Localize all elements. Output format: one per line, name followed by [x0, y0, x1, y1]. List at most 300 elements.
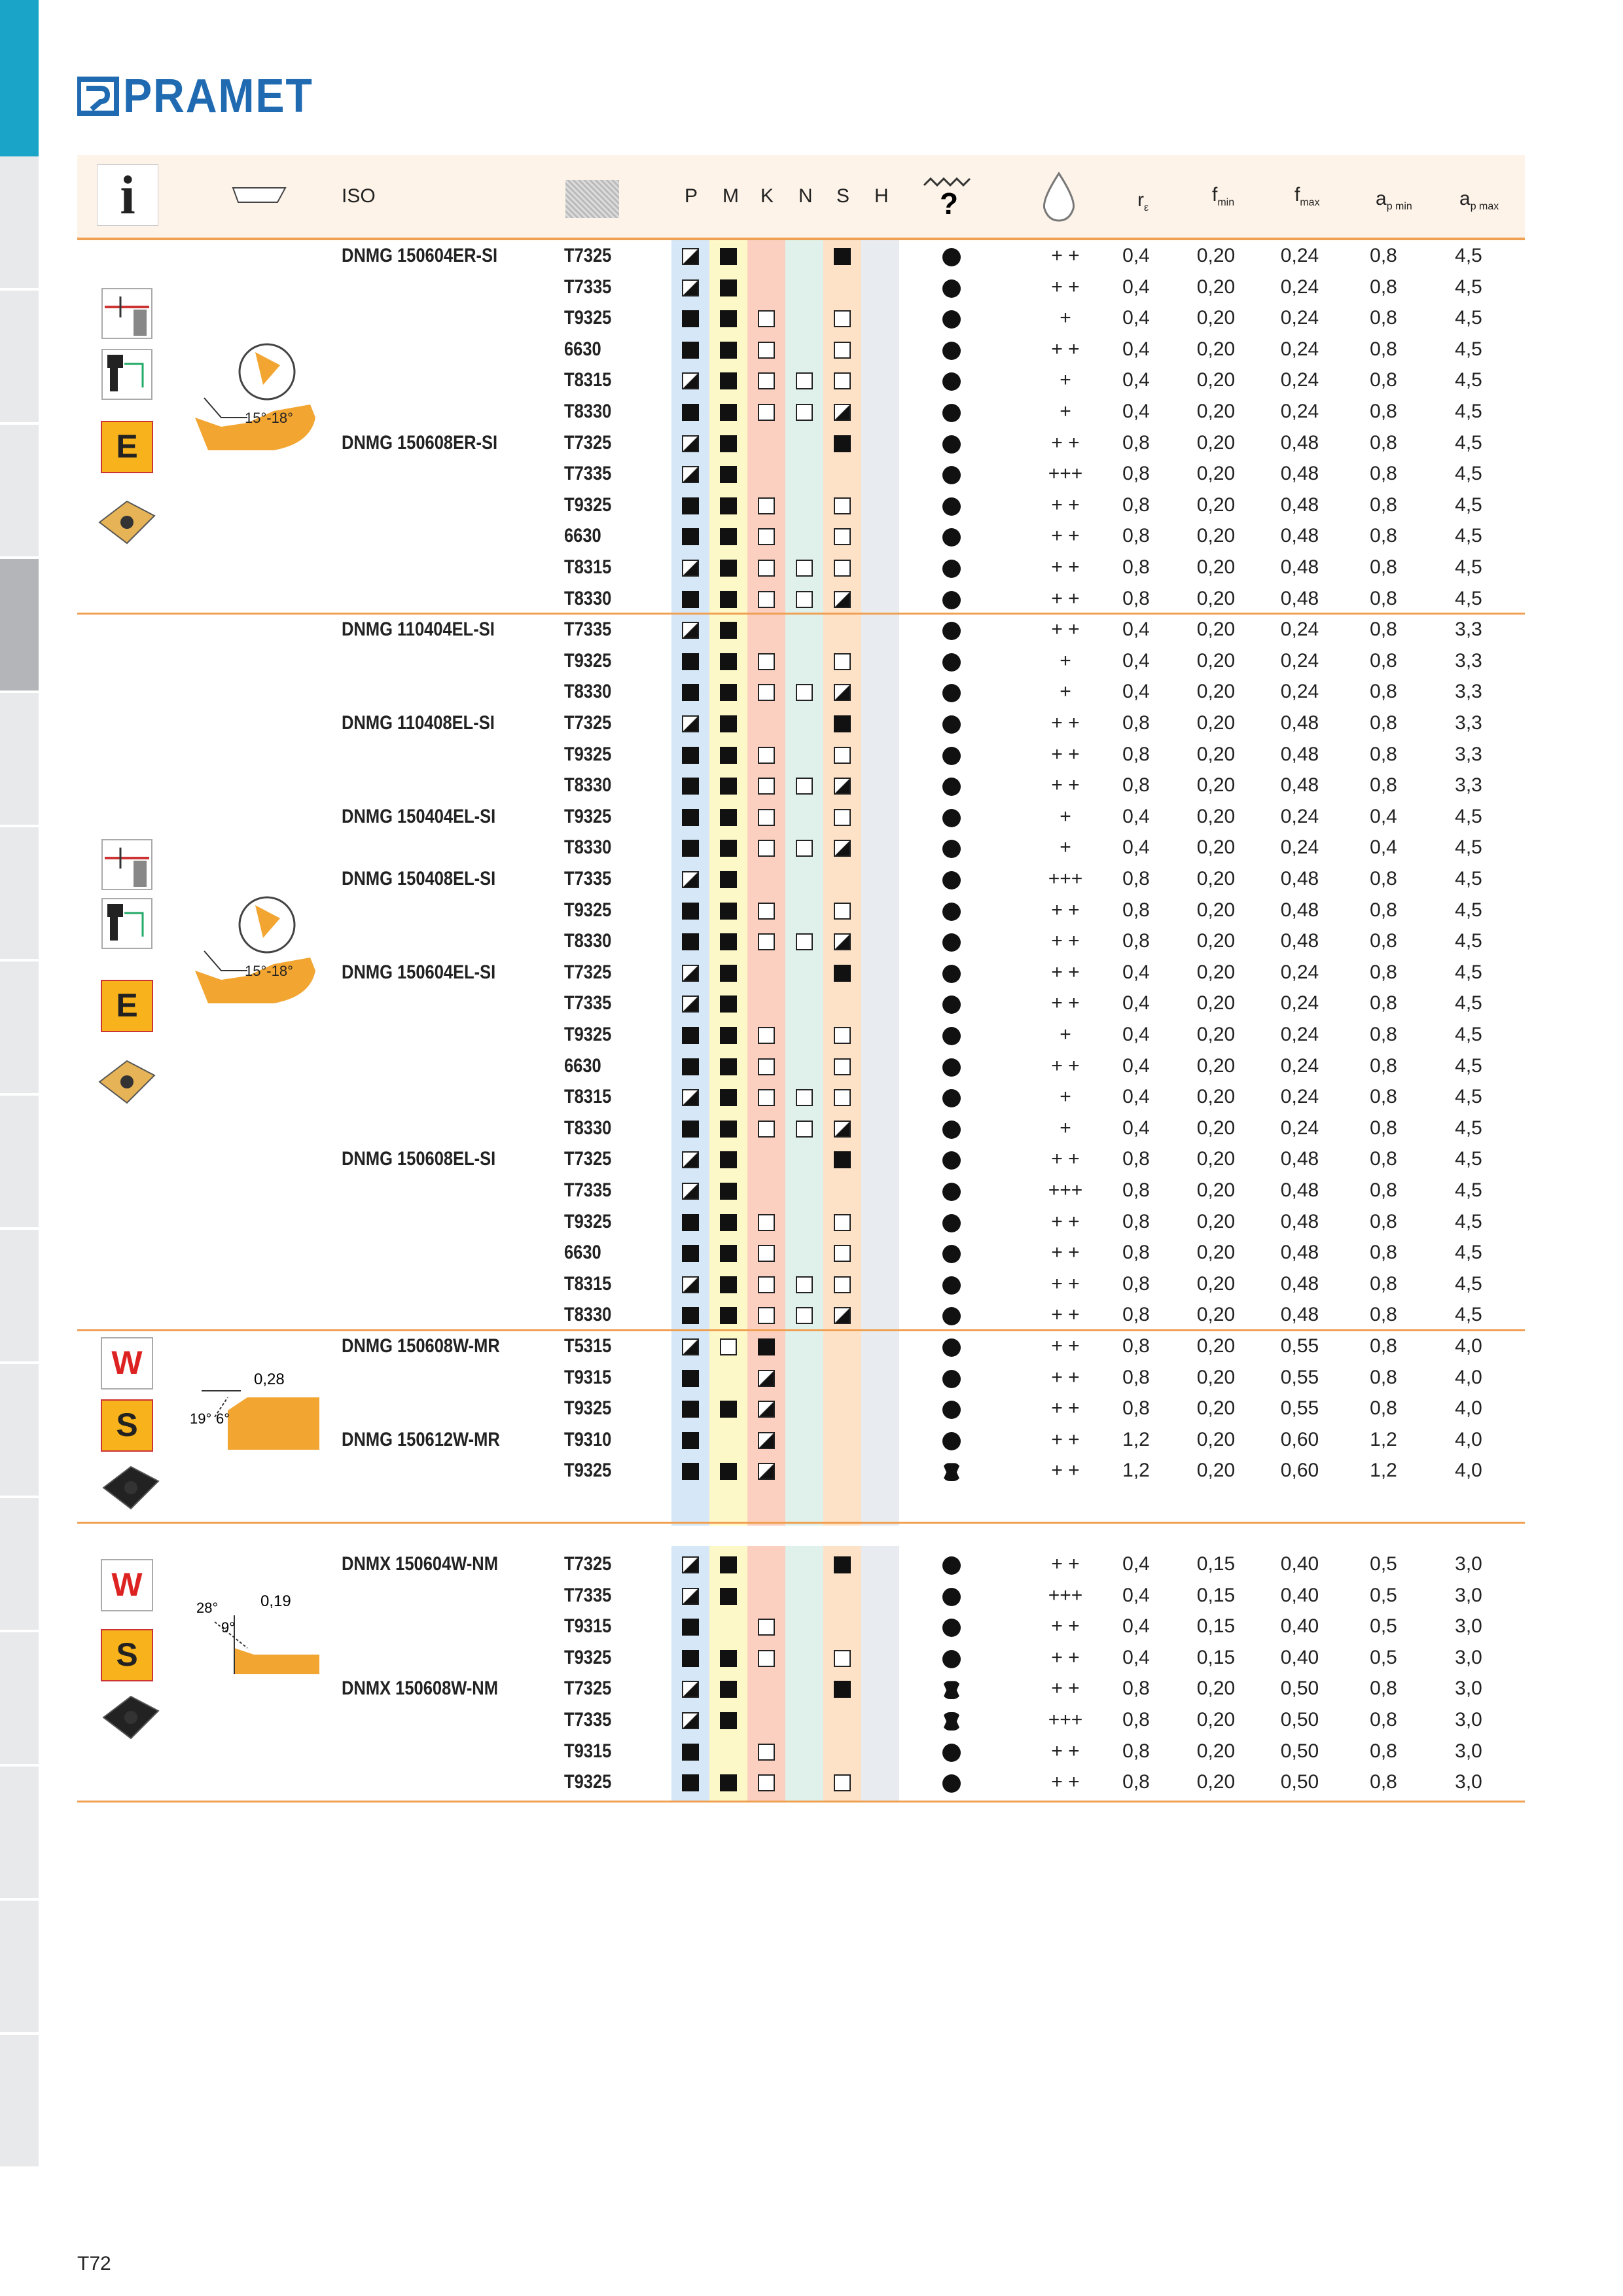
table-row[interactable] — [77, 1736, 1525, 1767]
suitability-mark-k — [758, 1774, 775, 1791]
suitability-mark-p — [682, 1027, 699, 1044]
grade-code: T9325 — [564, 1460, 612, 1482]
condition-dot-icon — [942, 310, 961, 329]
value-re: 0,8 — [1122, 1272, 1150, 1295]
iso-designation: DNMG 150408EL-SI — [342, 868, 496, 889]
value-apmin: 0,8 — [1370, 1210, 1397, 1232]
coolant-rating: + + — [1051, 930, 1080, 952]
material-header-s: S — [836, 185, 850, 207]
value-fmax: 0,24 — [1280, 369, 1319, 391]
suitability-mark-s — [834, 1774, 851, 1791]
side-tab[interactable] — [0, 1767, 39, 1901]
value-apmin: 0,8 — [1370, 1024, 1397, 1045]
value-apmax: 4,0 — [1455, 1335, 1482, 1357]
side-tab[interactable] — [0, 693, 39, 827]
value-apmin: 0,8 — [1370, 1054, 1397, 1077]
value-fmin: 0,20 — [1196, 1117, 1236, 1139]
coolant-rating: + + — [1051, 1428, 1080, 1450]
grade-code: T9315 — [564, 1615, 612, 1638]
value-apmin: 0,8 — [1370, 712, 1397, 734]
value-apmax: 4,5 — [1455, 1242, 1482, 1264]
e-letter: E — [116, 987, 138, 1024]
value-apmax: 4,5 — [1455, 1117, 1482, 1139]
value-fmax: 0,24 — [1280, 805, 1319, 827]
suitability-mark-k — [758, 1058, 775, 1075]
operation-icon — [101, 838, 153, 894]
suitability-mark-p — [682, 1744, 699, 1761]
value-re: 0,4 — [1122, 1646, 1150, 1668]
value-apmin: 0,5 — [1370, 1615, 1397, 1638]
suitability-mark-m — [720, 1307, 737, 1324]
iso-designation: DNMG 150608W-MR — [342, 1335, 500, 1357]
value-apmin: 0,8 — [1370, 743, 1397, 765]
table-row[interactable] — [77, 490, 1525, 521]
suitability-mark-m — [720, 248, 737, 265]
iso-designation: DNMG 150404EL-SI — [342, 805, 496, 827]
grade-code: T7335 — [564, 463, 612, 485]
suitability-mark-s — [834, 903, 851, 920]
grade-code: T9310 — [564, 1428, 612, 1450]
suitability-mark-p — [682, 372, 699, 389]
value-re: 0,8 — [1122, 868, 1150, 889]
value-fmax: 0,24 — [1280, 401, 1319, 422]
coolant-rating: + — [1060, 1024, 1071, 1045]
side-tab[interactable] — [0, 2035, 39, 2169]
table-row[interactable] — [77, 801, 1525, 833]
value-apmin: 1,2 — [1370, 1460, 1397, 1482]
suitability-mark-m — [720, 1681, 737, 1698]
value-apmin: 0,8 — [1370, 307, 1397, 329]
value-fmin: 0,20 — [1196, 1709, 1236, 1731]
table-row[interactable] — [77, 739, 1525, 770]
value-fmax: 0,40 — [1280, 1615, 1319, 1638]
table-row[interactable] — [77, 1237, 1525, 1268]
value-apmax: 4,0 — [1455, 1366, 1482, 1388]
suitability-mark-s — [834, 809, 851, 826]
side-tab[interactable] — [0, 156, 39, 291]
value-fmax: 0,24 — [1280, 307, 1319, 329]
grade-code: T9325 — [564, 493, 612, 516]
suitability-mark-m — [720, 653, 737, 670]
value-fmin: 0,15 — [1196, 1553, 1236, 1575]
value-re: 0,4 — [1122, 1584, 1150, 1606]
value-fmin: 0,20 — [1196, 930, 1236, 952]
suitability-mark-m — [720, 1338, 737, 1355]
suitability-mark-p — [682, 1338, 699, 1355]
value-apmax: 3,0 — [1455, 1740, 1482, 1762]
value-re: 0,8 — [1122, 1148, 1150, 1170]
suitability-mark-k — [758, 1027, 775, 1044]
grade-code: T8330 — [564, 930, 612, 952]
suitability-mark-p — [682, 248, 699, 265]
suitability-mark-m — [720, 715, 737, 732]
value-fmin: 0,20 — [1196, 619, 1236, 641]
coolant-rating: + + — [1051, 743, 1080, 765]
logo-mark-icon — [77, 75, 119, 117]
coolant-rating: + + — [1051, 525, 1080, 547]
suitability-mark-s — [834, 684, 851, 701]
grade-code: T7335 — [564, 992, 612, 1014]
table-row[interactable] — [77, 1175, 1525, 1206]
side-tab[interactable] — [0, 291, 39, 425]
condition-dot-icon — [942, 1370, 961, 1388]
value-re: 0,4 — [1122, 1553, 1150, 1575]
table-row[interactable] — [77, 1081, 1525, 1113]
table-row[interactable] — [77, 645, 1525, 677]
value-apmin: 0,8 — [1370, 1179, 1397, 1201]
value-fmin: 0,20 — [1196, 369, 1236, 391]
side-tab[interactable] — [0, 1096, 39, 1230]
side-tab[interactable] — [0, 425, 39, 559]
svg-text:0,28: 0,28 — [254, 1370, 285, 1388]
side-tab[interactable] — [0, 1364, 39, 1498]
value-fmax: 0,24 — [1280, 681, 1319, 703]
section-separator — [77, 1801, 1525, 1803]
iso-designation: DNMX 150604W-NM — [342, 1553, 498, 1575]
value-apmin: 0,5 — [1370, 1646, 1397, 1668]
suitability-mark-m — [720, 809, 737, 826]
section-separator — [77, 1329, 1525, 1331]
table-row[interactable] — [77, 583, 1525, 615]
table-row[interactable] — [77, 614, 1525, 645]
suitability-mark-n — [796, 372, 813, 389]
suitability-mark-s — [834, 1121, 851, 1138]
value-re: 0,4 — [1122, 805, 1150, 827]
value-apmax: 4,5 — [1455, 1086, 1482, 1108]
condition-dot-icon — [942, 404, 961, 422]
value-apmin: 0,8 — [1370, 649, 1397, 672]
value-re: 0,8 — [1122, 1740, 1150, 1762]
value-apmax: 4,5 — [1455, 401, 1482, 422]
side-tabs — [0, 156, 39, 2169]
suitability-mark-k — [758, 933, 775, 950]
suitability-mark-s — [834, 528, 851, 545]
value-fmin: 0,20 — [1196, 1304, 1236, 1326]
table-row[interactable] — [77, 1268, 1525, 1300]
coolant-rating: + — [1060, 369, 1071, 391]
condition-dot-icon — [942, 715, 961, 734]
condition-dot-icon — [942, 435, 961, 454]
condition-dot-icon — [942, 1588, 961, 1606]
material-header-n: N — [798, 185, 813, 207]
value-re: 0,4 — [1122, 836, 1150, 859]
value-re: 0,4 — [1122, 369, 1150, 391]
value-fmin: 0,20 — [1196, 493, 1236, 516]
suitability-mark-m — [720, 747, 737, 764]
iso-column-header: ISO — [342, 185, 376, 207]
suitability-mark-m — [720, 372, 737, 389]
suitability-mark-s — [834, 248, 851, 265]
value-apmax: 4,5 — [1455, 805, 1482, 827]
table-row[interactable] — [77, 1704, 1525, 1736]
table-row[interactable] — [77, 272, 1525, 303]
value-fmin: 0,15 — [1196, 1646, 1236, 1668]
svg-text:?: ? — [940, 187, 959, 218]
value-apmax: 3,0 — [1455, 1646, 1482, 1668]
tool-holder-icon — [101, 348, 153, 404]
value-fmin: 0,20 — [1196, 1428, 1236, 1450]
chipbreaker-profile-nm — [188, 1576, 332, 1677]
suitability-mark-k — [758, 1089, 775, 1106]
value-fmax: 0,48 — [1280, 868, 1319, 889]
coolant-rating: +++ — [1048, 1709, 1083, 1731]
value-fmin: 0,20 — [1196, 681, 1236, 703]
svg-text:0,19: 0,19 — [260, 1592, 291, 1610]
table-row[interactable] — [77, 1143, 1525, 1175]
suitability-mark-s — [834, 1245, 851, 1262]
chipbreaker-profile-mr — [188, 1358, 332, 1460]
value-apmax: 4,5 — [1455, 1179, 1482, 1201]
value-fmax: 0,48 — [1280, 774, 1319, 797]
table-row[interactable] — [77, 1206, 1525, 1238]
coolant-rating: + — [1060, 805, 1071, 827]
condition-dot-icon — [942, 1183, 961, 1201]
suitability-mark-k — [758, 497, 775, 514]
table-row[interactable] — [77, 1673, 1525, 1704]
value-apmin: 0,8 — [1370, 930, 1397, 952]
table-row[interactable] — [77, 458, 1525, 490]
value-fmin: 0,20 — [1196, 556, 1236, 578]
suitability-mark-s — [834, 747, 851, 764]
value-apmin: 0,8 — [1370, 619, 1397, 641]
value-apmax: 3,0 — [1455, 1771, 1482, 1793]
grade-code: T5315 — [564, 1335, 612, 1357]
grade-code: T7335 — [564, 276, 612, 298]
value-apmax: 3,3 — [1455, 774, 1482, 797]
w-wiper-icon — [101, 1559, 153, 1611]
w-wiper-icon-letter: W — [111, 1566, 143, 1603]
value-re: 0,4 — [1122, 649, 1150, 672]
value-fmax: 0,48 — [1280, 463, 1319, 485]
value-fmin: 0,20 — [1196, 587, 1236, 609]
condition-dot-icon — [942, 342, 961, 360]
condition-dot-icon — [942, 809, 961, 827]
value-re: 0,8 — [1122, 774, 1150, 797]
suitability-mark-p — [682, 840, 699, 857]
suitability-mark-p — [682, 1151, 699, 1168]
value-apmax: 4,5 — [1455, 1054, 1482, 1077]
value-apmin: 0,8 — [1370, 556, 1397, 578]
condition-dot-icon — [942, 1276, 961, 1295]
side-tab[interactable] — [0, 1632, 39, 1767]
suitability-mark-k — [758, 653, 775, 670]
value-fmax: 0,50 — [1280, 1709, 1319, 1731]
table-row[interactable] — [77, 1299, 1525, 1331]
coolant-rating: + + — [1051, 712, 1080, 734]
table-row[interactable] — [77, 676, 1525, 708]
suitability-mark-p — [682, 715, 699, 732]
suitability-mark-m — [720, 840, 737, 857]
suitability-mark-p — [682, 1245, 699, 1262]
condition-dot-icon — [942, 1774, 961, 1793]
table-row[interactable] — [77, 520, 1525, 552]
grade-code: T7325 — [564, 1148, 612, 1170]
coolant-rating: + + — [1051, 1460, 1080, 1482]
table-row[interactable] — [77, 1050, 1525, 1082]
grade-code: T9325 — [564, 899, 612, 921]
condition-dot-icon — [942, 1338, 961, 1357]
value-apmin: 0,8 — [1370, 1272, 1397, 1295]
suitability-mark-s — [834, 840, 851, 857]
condition-dot-icon — [942, 747, 961, 765]
condition-dot-icon — [942, 1650, 961, 1668]
suitability-mark-p — [682, 1774, 699, 1791]
grade-code: T9315 — [564, 1366, 612, 1388]
value-fmax: 0,48 — [1280, 431, 1319, 454]
suitability-mark-s — [834, 1650, 851, 1667]
value-apmax: 4,5 — [1455, 525, 1482, 547]
side-tab[interactable] — [0, 1901, 39, 2035]
table-row[interactable] — [77, 863, 1525, 895]
table-row[interactable] — [77, 708, 1525, 739]
value-re: 0,4 — [1122, 1086, 1150, 1108]
suitability-mark-p — [682, 747, 699, 764]
s-grade-icon-letter: S — [116, 1636, 138, 1674]
iso-designation: DNMG 150604EL-SI — [342, 961, 496, 983]
apmax-header: $a_{p max}$ — [1459, 188, 1499, 212]
suitability-mark-p — [682, 965, 699, 982]
side-tab-active[interactable] — [0, 559, 39, 693]
suitability-mark-p — [682, 1681, 699, 1698]
insert-photo-icon — [96, 496, 158, 552]
side-tab[interactable] — [0, 961, 39, 1096]
suitability-mark-m — [720, 528, 737, 545]
table-row[interactable] — [77, 770, 1525, 801]
value-re: 0,8 — [1122, 1397, 1150, 1420]
value-apmin: 0,8 — [1370, 1335, 1397, 1357]
condition-dot-icon — [942, 653, 961, 672]
grade-code: 6630 — [564, 1242, 601, 1264]
grade-code: T8315 — [564, 1272, 612, 1295]
value-fmin: 0,20 — [1196, 961, 1236, 983]
suitability-mark-s — [834, 715, 851, 732]
condition-dot-icon — [942, 903, 961, 921]
value-fmin: 0,20 — [1196, 431, 1236, 454]
suitability-mark-s — [834, 1089, 851, 1106]
value-apmin: 0,8 — [1370, 525, 1397, 547]
suitability-mark-k — [758, 1650, 775, 1667]
value-apmax: 3,0 — [1455, 1615, 1482, 1638]
coolant-rating: +++ — [1048, 1179, 1083, 1201]
suitability-mark-m — [720, 1774, 737, 1791]
suitability-mark-n — [796, 778, 813, 795]
table-row[interactable] — [77, 302, 1525, 334]
condition-dot-icon — [942, 778, 961, 796]
value-re: 0,4 — [1122, 1024, 1150, 1045]
table-row[interactable] — [77, 552, 1525, 583]
grade-code: T7335 — [564, 1584, 612, 1606]
coolant-rating: + — [1060, 1117, 1071, 1139]
value-apmax: 4,5 — [1455, 992, 1482, 1014]
suitability-mark-m — [720, 1245, 737, 1262]
suitability-mark-m — [720, 1151, 737, 1168]
machining-conditions-icon — [921, 175, 974, 218]
value-apmax: 4,5 — [1455, 1272, 1482, 1295]
table-row[interactable] — [77, 1455, 1525, 1486]
suitability-mark-n — [796, 1121, 813, 1138]
value-apmax: 3,0 — [1455, 1709, 1482, 1731]
grade-code: T9325 — [564, 1210, 612, 1232]
condition-dot-icon — [942, 1121, 961, 1139]
value-re: 0,8 — [1122, 1771, 1150, 1793]
suitability-mark-p — [682, 1089, 699, 1106]
value-fmin: 0,20 — [1196, 1335, 1236, 1357]
suitability-mark-m — [720, 1058, 737, 1075]
value-re: 0,4 — [1122, 401, 1150, 422]
value-re: 0,8 — [1122, 899, 1150, 921]
table-row[interactable] — [77, 1331, 1525, 1362]
suitability-mark-m — [720, 1089, 737, 1106]
suitability-mark-m — [720, 1183, 737, 1200]
re-header: $r_\varepsilon$ — [1137, 189, 1149, 213]
table-row[interactable] — [77, 1019, 1525, 1050]
value-fmin: 0,20 — [1196, 712, 1236, 734]
suitability-mark-p — [682, 1183, 699, 1200]
value-fmin: 0,20 — [1196, 899, 1236, 921]
value-fmax: 0,24 — [1280, 619, 1319, 641]
suitability-mark-k — [758, 342, 775, 359]
value-apmin: 0,8 — [1370, 774, 1397, 797]
condition-dot-icon — [942, 1619, 961, 1637]
tool-holder-icon — [101, 897, 153, 953]
value-fmin: 0,20 — [1196, 836, 1236, 859]
coolant-rating: + + — [1051, 961, 1080, 983]
value-fmax: 0,48 — [1280, 1148, 1319, 1170]
value-fmin: 0,20 — [1196, 1148, 1236, 1170]
condition-dot-icon — [942, 871, 961, 889]
suitability-mark-m — [720, 965, 737, 982]
value-fmax: 0,48 — [1280, 899, 1319, 921]
value-apmin: 0,8 — [1370, 493, 1397, 516]
suitability-mark-n — [796, 933, 813, 950]
value-fmin: 0,20 — [1196, 1397, 1236, 1420]
grade-code: T7335 — [564, 1179, 612, 1201]
suitability-mark-s — [834, 1214, 851, 1231]
value-re: 0,8 — [1122, 556, 1150, 578]
coolant-rating: +++ — [1048, 868, 1083, 889]
coolant-rating: + + — [1051, 992, 1080, 1014]
value-apmax: 3,0 — [1455, 1677, 1482, 1700]
coolant-rating: + + — [1051, 431, 1080, 454]
suitability-mark-k — [758, 528, 775, 545]
value-apmin: 0,8 — [1370, 1709, 1397, 1731]
table-row[interactable] — [77, 240, 1525, 272]
coolant-rating: + + — [1051, 1397, 1080, 1420]
value-apmin: 0,8 — [1370, 1304, 1397, 1326]
value-fmin: 0,15 — [1196, 1615, 1236, 1638]
grade-code: T8315 — [564, 1086, 612, 1108]
table-row[interactable] — [77, 832, 1525, 863]
brand-logo — [77, 70, 330, 122]
value-apmax: 3,0 — [1455, 1553, 1482, 1575]
table-row[interactable] — [77, 1113, 1525, 1144]
side-tab[interactable] — [0, 827, 39, 961]
side-tab[interactable] — [0, 1498, 39, 1632]
coolant-rating: +++ — [1048, 1584, 1083, 1606]
value-apmax: 4,0 — [1455, 1397, 1482, 1420]
table-row[interactable] — [77, 1549, 1525, 1580]
table-row[interactable] — [77, 1767, 1525, 1798]
value-re: 1,2 — [1122, 1428, 1150, 1450]
condition-dot-icon — [942, 466, 961, 484]
condition-dot-icon — [942, 1681, 961, 1699]
section-separator — [77, 1522, 1525, 1524]
value-apmax: 4,5 — [1455, 245, 1482, 266]
value-fmin: 0,20 — [1196, 649, 1236, 672]
value-fmax: 0,60 — [1280, 1460, 1319, 1482]
value-fmin: 0,20 — [1196, 868, 1236, 889]
side-tab[interactable] — [0, 1230, 39, 1364]
